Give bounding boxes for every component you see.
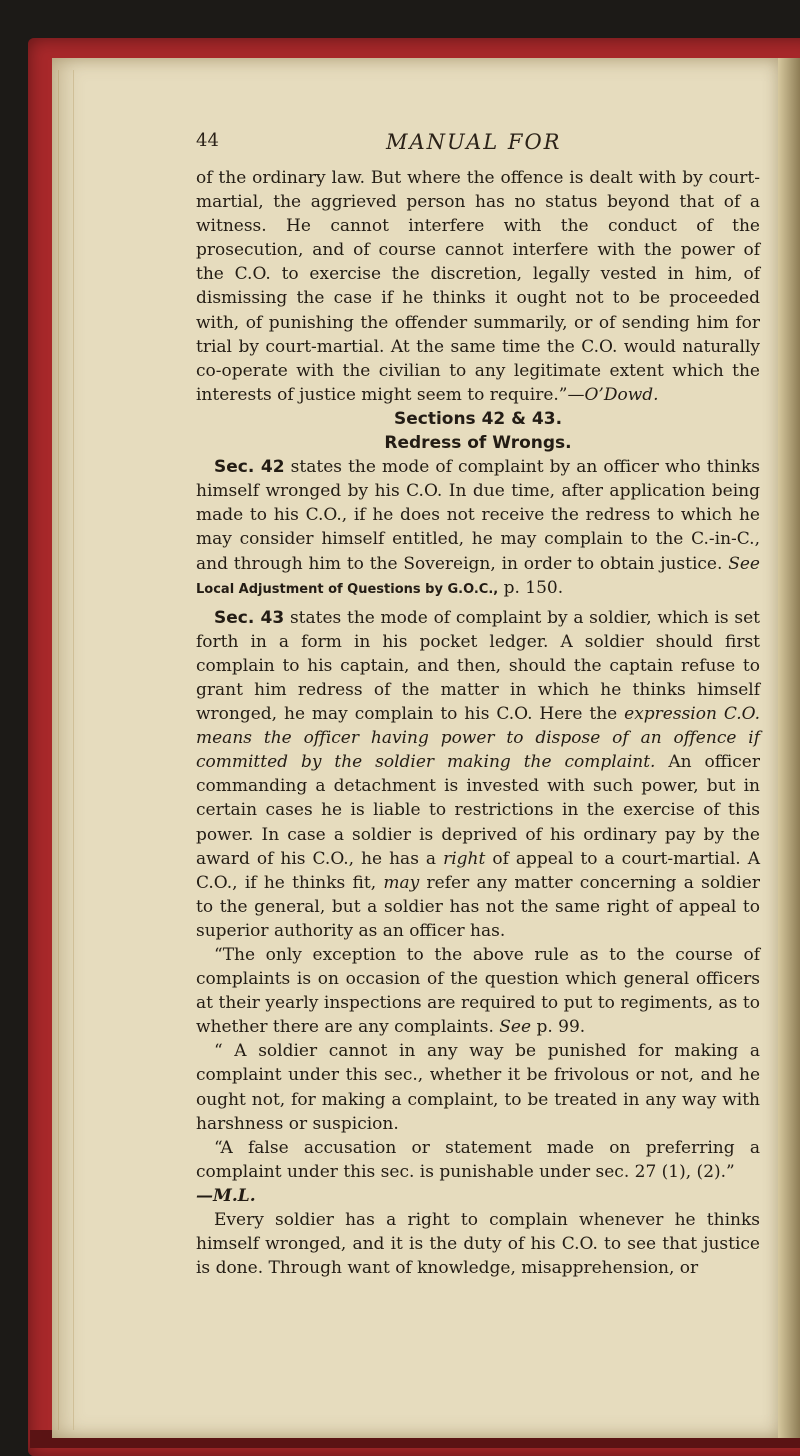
section-heading: Sections 42 & 43. (393, 408, 563, 429)
page-body (196, 166, 760, 1280)
sec42-paragraph (196, 455, 760, 602)
paragraph-text: of the ordinary law. But where the offence is dealt with by court-martial, the aggrieved person has no status beyond that of a witness. He cannot interfere with the conduct of the prosecution, and of course cannot interfere with the power of the C.O. to exercise the discretion, legally vested in him, of dismissing the case if he thinks it ought not to be proceeded with, of punishing the offender summarily, or of sending him for trial by court-martial. At the same time the C.O. would naturally co-operate with the civilian to any legitimate extent which the interests of justice might seem to require.”— (196, 168, 760, 405)
closing-paragraph: Every soldier has a right to complain whenever he thinks himself wronged, and it is the duty of his C.O. to see that justice is done. Through want of knowledge, misapprehension, or (196, 1210, 760, 1279)
quote-paragraph-2: “ A soldier cannot in any way be punished for making a complaint under this sec., whether it be frivolous or not, and he ought not, for making a complaint, to be treated in any way with harshness or suspicion. (196, 1041, 760, 1134)
page-edges (58, 70, 74, 1430)
quote1-page-ref: p. 99. (531, 1017, 586, 1038)
quote3-attribution: —M.L. (196, 1185, 256, 1206)
sec43-paragraph (196, 606, 760, 943)
quote1-see: See (499, 1017, 532, 1038)
quote-paragraph-3 (196, 1136, 760, 1208)
sec42-label: Sec. 42 (214, 457, 285, 478)
sec43-text-c: of appeal to a court-martial. A C.O., if he thinks fit, (196, 848, 760, 893)
attribution: O’Dowd. (584, 384, 659, 405)
page-gutter (778, 58, 800, 1438)
page-number: 44 (196, 130, 219, 151)
sec43-text-b: An officer commanding a detachment is invested with such power, but in certain cases he is liable to restrictions in the exercise of this power. In case a soldier is deprived of his ordinary pay by the award of his C.O., he has a (196, 752, 760, 869)
quote-paragraph-1 (196, 943, 760, 1039)
cross-reference: Local Adjustment of Questions by G.O.C., (196, 581, 499, 597)
sec43-italic-may: may (383, 872, 420, 893)
sec43-italic-definition: expression C.O. means the officer having power to dispose of an offence if committed by the soldier making the complaint. (196, 704, 760, 773)
sec42-text: states the mode of complaint by an officer who thinks himself wronged by his C.O. In due time, after application being made to his C.O., if he does not receive the redress to which he may consider himself entitled, he may complain to the C.-in-C., and through him to the Sovereign, in order to obtain justice. (196, 457, 760, 574)
quote3-text: “A false accusation or statement made on preferring a complaint under this sec. is punishable under sec. 27 (1), (2).” (196, 1137, 760, 1182)
running-title: MANUAL FOR (386, 130, 562, 154)
sec43-text-d: refer any matter concerning a soldier to the general, but a soldier has not the same right of appeal to superior authority as an officer has. (196, 872, 760, 941)
see-label: See (728, 553, 760, 574)
quote1-text: “The only exception to the above rule as to the course of complaints is on occasion of the question which general officers at their yearly inspections are required to put to regiments, as to whether there are any complaints. (196, 945, 760, 1038)
section-subheading: Redress of Wrongs. (384, 433, 572, 454)
sec43-text-a: states the mode of complaint by a soldier, which is set forth in a form in his pocket ledger. A soldier should first complain to his captain, and then, should the captain refuse to grant him redress of the matter in which he thinks himself wronged, he may complain to his C.O. Here the (196, 607, 760, 725)
paragraph-continuation (196, 166, 760, 407)
sec43-label: Sec. 43 (214, 607, 285, 628)
sec43-italic-right: right (443, 848, 486, 869)
page-reference: p. 150. (498, 577, 564, 598)
page-header (196, 130, 756, 160)
